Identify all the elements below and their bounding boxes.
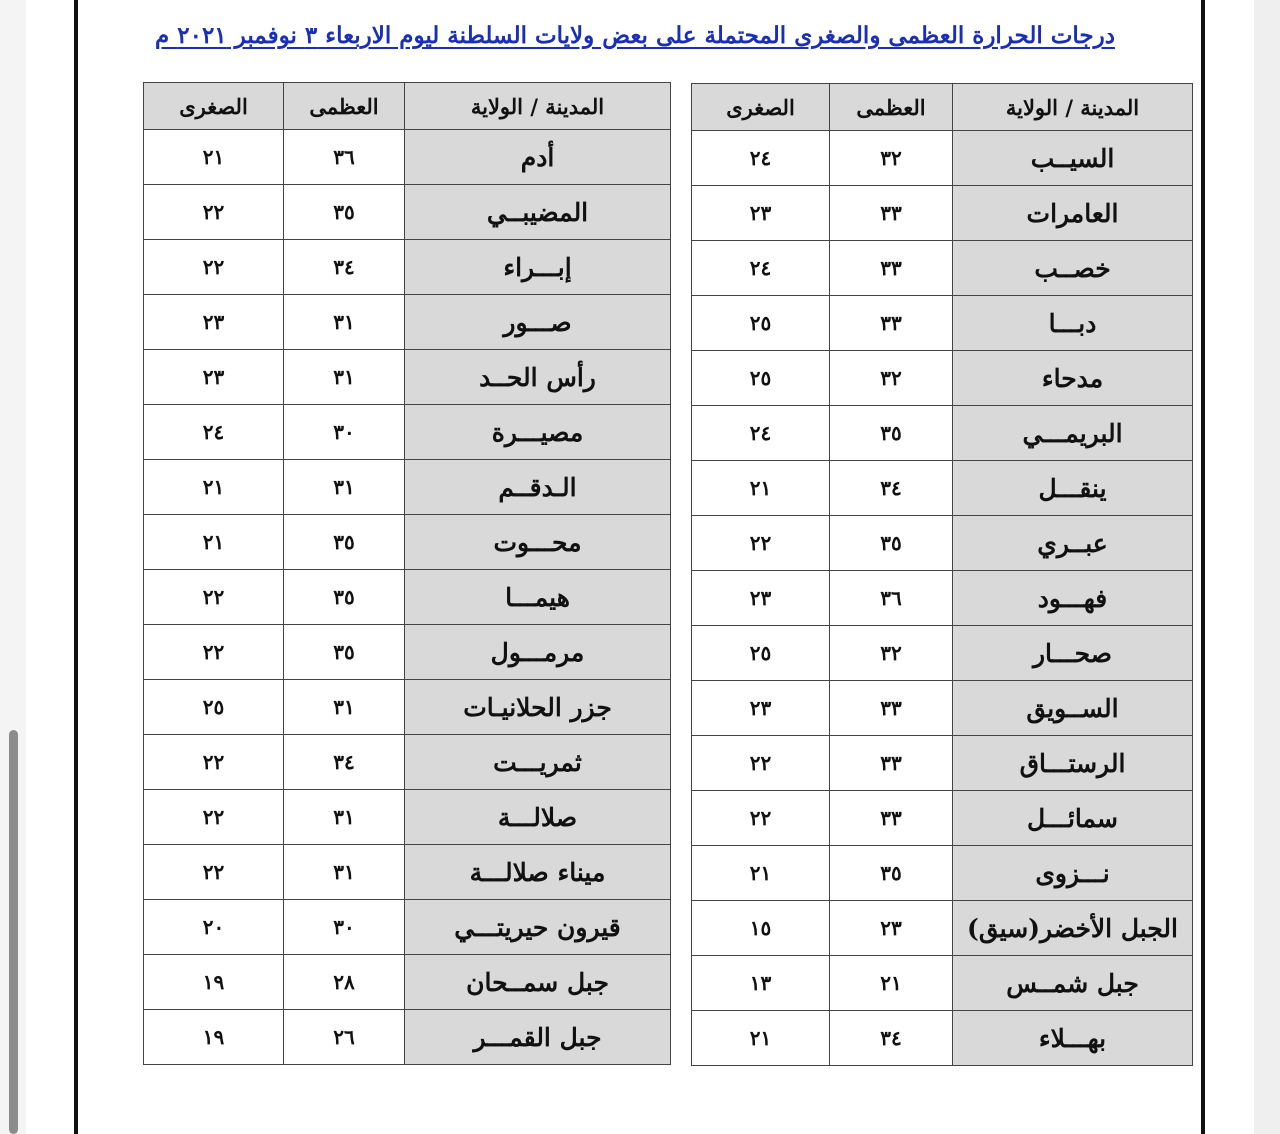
max-temp-cell: ٣٤ [830,1011,953,1066]
table-row [144,405,671,460]
min-temp-cell: ٢٤ [144,405,284,460]
max-temp-cell: ٣٣ [830,296,953,351]
page-border-right [1201,0,1205,1134]
city-cell: ثمريـــت [405,735,671,790]
max-temp-cell: ٣١ [284,460,405,515]
table-row [144,625,671,680]
min-temp-cell: ٢٢ [692,791,830,846]
min-temp-cell: ٢٢ [144,625,284,680]
city-cell: مدحاء [953,351,1193,406]
max-temp-cell: ٢١ [830,956,953,1011]
city-cell: محـــوت [405,515,671,570]
min-temp-cell: ٢٣ [692,186,830,241]
min-temp-cell: ٢١ [692,461,830,516]
max-temp-cell: ٣٣ [830,791,953,846]
city-cell: السيــب [953,131,1193,186]
max-temp-cell: ٣٢ [830,626,953,681]
table-row [692,956,1193,1011]
min-temp-cell: ٢٥ [692,296,830,351]
city-cell: أدم [405,130,671,185]
min-temp-cell: ١٩ [144,955,284,1010]
table-row [144,790,671,845]
min-temp-cell: ٢٣ [692,681,830,736]
min-temp-cell: ٢١ [692,846,830,901]
table-header-row [144,83,671,130]
min-temp-cell: ٢٣ [692,571,830,626]
max-temp-cell: ٣٤ [284,735,405,790]
min-temp-cell: ٢٢ [144,790,284,845]
max-temp-cell: ٣٣ [830,736,953,791]
min-temp-cell: ٢٢ [144,735,284,790]
temperature-table-right [691,83,1193,1066]
min-temp-cell: ٢١ [144,515,284,570]
temperature-table-left [143,82,671,1065]
city-cell: عبــري [953,516,1193,571]
max-temp-cell: ٣٦ [284,130,405,185]
table-row [144,350,671,405]
table-row [692,186,1193,241]
header-city: المدينة / الولاية [953,84,1193,131]
city-cell: صلالـــة [405,790,671,845]
city-cell: المضيبــي [405,185,671,240]
city-cell: ميناء صلالـــة [405,845,671,900]
min-temp-cell: ٢١ [692,1011,830,1066]
table-row [692,681,1193,736]
city-cell: جزر الحلانيـات [405,680,671,735]
city-cell: فهـــود [953,571,1193,626]
table-row [692,131,1193,186]
min-temp-cell: ٢٤ [692,131,830,186]
city-cell: الســويق [953,681,1193,736]
max-temp-cell: ٣٥ [830,516,953,571]
max-temp-cell: ٣٢ [830,131,953,186]
city-cell: البريمـــي [953,406,1193,461]
document-title: درجات الحرارة العظمى والصغرى المحتملة على بعض ولايات السلطنة ليوم الاربعاء ٣ نوفمبر ٢٠٢١ م [155,22,1115,49]
table-row [692,461,1193,516]
table-row [692,351,1193,406]
max-temp-cell: ٣٣ [830,186,953,241]
min-temp-cell: ٢٥ [692,351,830,406]
max-temp-cell: ٣٥ [284,625,405,680]
table-row [144,900,671,955]
city-cell: دبـــا [953,296,1193,351]
min-temp-cell: ٢١ [144,130,284,185]
city-cell: رأس الحــد [405,350,671,405]
min-temp-cell: ٢٢ [144,845,284,900]
table-row [144,240,671,295]
page-border-left [74,0,78,1134]
max-temp-cell: ٣٠ [284,405,405,460]
table-row [144,845,671,900]
table-row [692,846,1193,901]
city-cell: ينقـــل [953,461,1193,516]
max-temp-cell: ٣١ [284,350,405,405]
min-temp-cell: ٢٢ [692,516,830,571]
scrollbar-thumb[interactable] [9,730,18,1134]
max-temp-cell: ٣١ [284,845,405,900]
min-temp-cell: ٢٢ [144,185,284,240]
max-temp-cell: ٣٣ [830,681,953,736]
max-temp-cell: ٢٦ [284,1010,405,1065]
min-temp-cell: ١٥ [692,901,830,956]
min-temp-cell: ٢٤ [692,406,830,461]
table-row [144,295,671,350]
city-cell: العامرات [953,186,1193,241]
header-max: العظمى [830,84,953,131]
city-cell: سمائـــل [953,791,1193,846]
table-row [144,130,671,185]
city-cell: خصــب [953,241,1193,296]
table-row [692,241,1193,296]
viewer-right-margin [1254,0,1280,1134]
table-row [692,791,1193,846]
min-temp-cell: ٢١ [144,460,284,515]
min-temp-cell: ١٩ [144,1010,284,1065]
table-row [692,626,1193,681]
city-cell: الـدقــم [405,460,671,515]
header-min: الصغرى [144,83,284,130]
city-cell: جبل شمــس [953,956,1193,1011]
city-cell: نـــزوى [953,846,1193,901]
max-temp-cell: ٣١ [284,790,405,845]
table-row [692,1011,1193,1066]
header-min: الصغرى [692,84,830,131]
table-row [692,516,1193,571]
table-header-row [692,84,1193,131]
max-temp-cell: ٣٥ [830,846,953,901]
min-temp-cell: ٢٢ [144,240,284,295]
city-cell: صـــور [405,295,671,350]
header-city: المدينة / الولاية [405,83,671,130]
max-temp-cell: ٣٥ [284,515,405,570]
max-temp-cell: ٣٠ [284,900,405,955]
max-temp-cell: ٢٨ [284,955,405,1010]
table-row [144,185,671,240]
table-row [692,901,1193,956]
table-row [144,460,671,515]
min-temp-cell: ٢٣ [144,350,284,405]
table-row [144,570,671,625]
table-row [144,955,671,1010]
min-temp-cell: ٢٢ [692,736,830,791]
table-row [692,296,1193,351]
max-temp-cell: ٣٤ [284,240,405,295]
table-row [144,680,671,735]
city-cell: هيمـــا [405,570,671,625]
max-temp-cell: ٣٥ [830,406,953,461]
city-cell: جبل سمــحان [405,955,671,1010]
min-temp-cell: ٢٣ [144,295,284,350]
table-row [692,736,1193,791]
table-row [692,571,1193,626]
min-temp-cell: ٢٤ [692,241,830,296]
header-max: العظمى [284,83,405,130]
table-row [144,515,671,570]
city-cell: جبل القمـــر [405,1010,671,1065]
min-temp-cell: ٢٥ [144,680,284,735]
city-cell: قيرون حيريتـــي [405,900,671,955]
city-cell: الجبل الأخضر(سيق) [953,901,1193,956]
max-temp-cell: ٣٥ [284,185,405,240]
min-temp-cell: ٢٠ [144,900,284,955]
min-temp-cell: ١٣ [692,956,830,1011]
table-row [144,735,671,790]
max-temp-cell: ٣٦ [830,571,953,626]
max-temp-cell: ٣٣ [830,241,953,296]
table-row [144,1010,671,1065]
max-temp-cell: ٣١ [284,680,405,735]
table-row [692,406,1193,461]
max-temp-cell: ٣٤ [830,461,953,516]
min-temp-cell: ٢٢ [144,570,284,625]
city-cell: مصيـــرة [405,405,671,460]
city-cell: بهـــلاء [953,1011,1193,1066]
max-temp-cell: ٣٥ [284,570,405,625]
max-temp-cell: ٢٣ [830,901,953,956]
max-temp-cell: ٣٢ [830,351,953,406]
city-cell: الرستـــاق [953,736,1193,791]
city-cell: مرمـــول [405,625,671,680]
max-temp-cell: ٣١ [284,295,405,350]
city-cell: صحـــار [953,626,1193,681]
min-temp-cell: ٢٥ [692,626,830,681]
city-cell: إبـــراء [405,240,671,295]
scroll-track[interactable] [0,0,26,1134]
